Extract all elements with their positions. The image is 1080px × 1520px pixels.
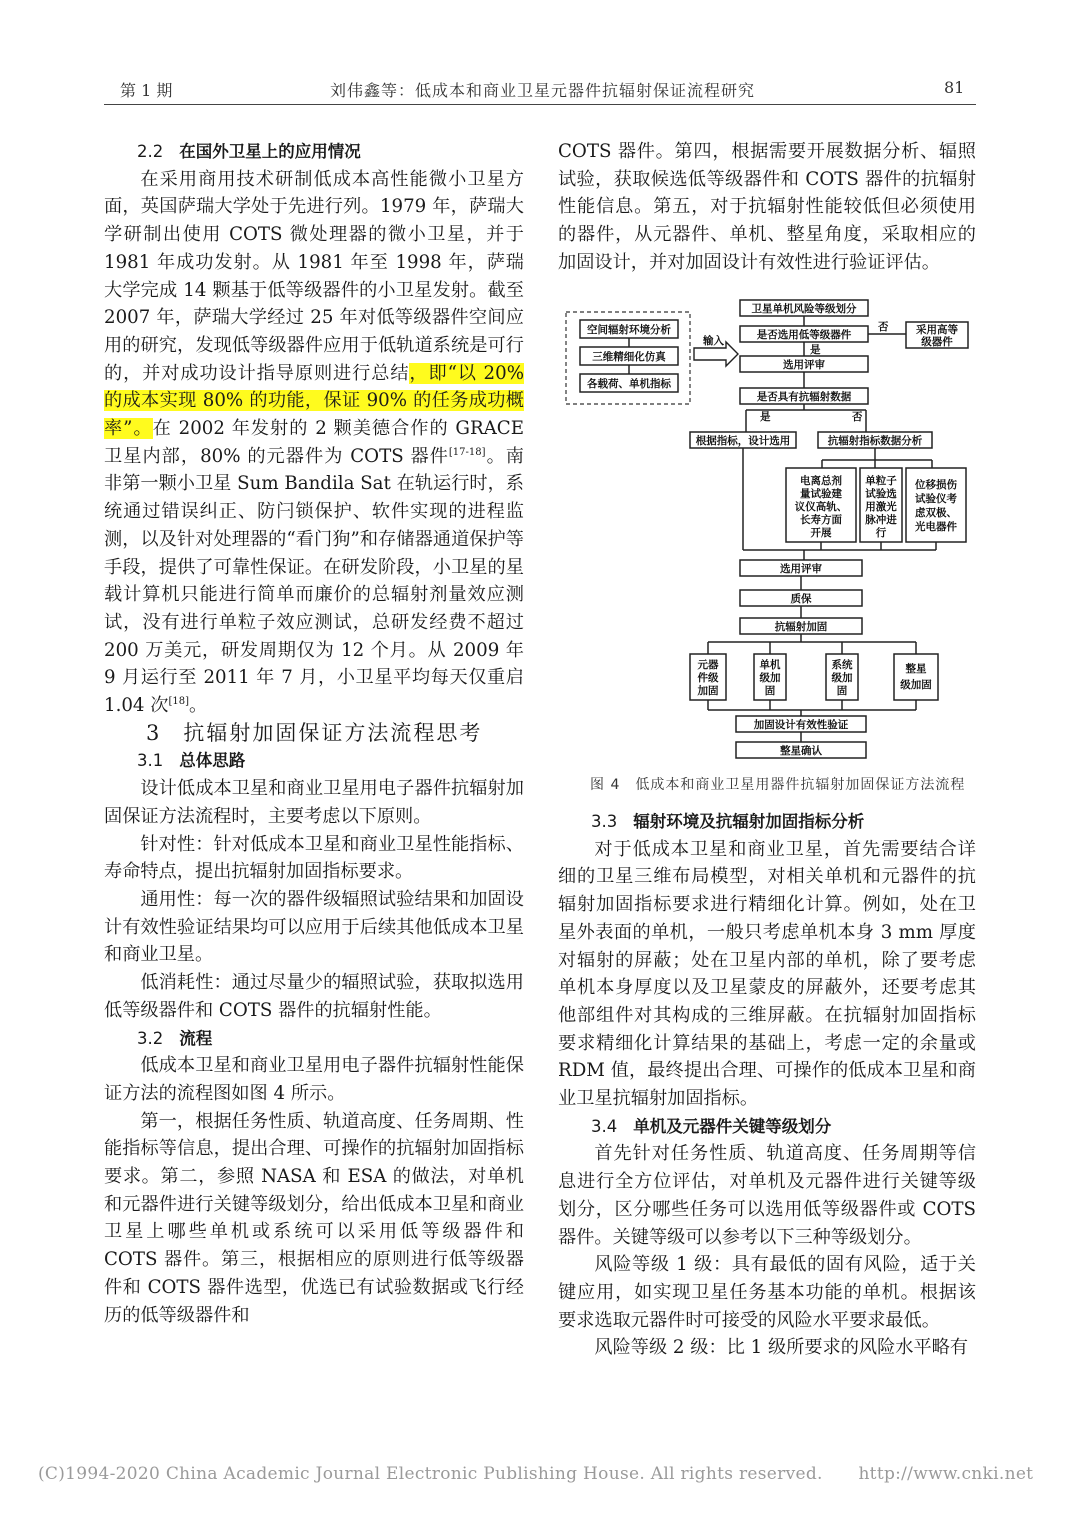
label: 采用高等 <box>916 324 958 336</box>
flowchart-figure <box>560 296 976 776</box>
label: 电离总剂 <box>800 475 842 487</box>
label: 级器件 <box>921 336 953 348</box>
header-rule <box>104 104 976 105</box>
label: 空间辐射环境分析 <box>587 324 671 336</box>
cnki-link[interactable]: http://www.cnki.net <box>858 1464 1034 1484</box>
label: 件级 <box>697 672 719 684</box>
label: 试验仪考 <box>915 493 957 505</box>
label: 量试验建 <box>800 488 842 500</box>
page-number: 81 <box>944 78 965 97</box>
section-3-2-heading: 3.2 流程 <box>137 1028 213 1048</box>
running-title: 刘伟鑫等：低成本和商业卫星元器件抗辐射保证流程研究 <box>330 81 756 100</box>
section-3-1-heading: 3.1 总体思路 <box>137 751 246 771</box>
label-yes: 是 <box>810 344 821 356</box>
paragraph: COTS 器件。第四，根据需要开展数据分析、辐照试验，获取候选低等级器件和 COTS 器件的抗辐射性能信息。第五，对于抗辐射性能较低但必须使用的器件，从元器件、单机、整星角度，采取相应的加固设计，并对加固设计有效性进行验证评估。 <box>558 141 976 273</box>
label: 试验选 <box>865 488 897 500</box>
label: 卫星单机风险等级划分 <box>751 303 857 315</box>
label: 加固设计有效性验证 <box>753 719 849 731</box>
label: 固 <box>764 685 776 697</box>
label: 元器 <box>697 659 719 671</box>
label: 光电器件 <box>915 521 957 533</box>
left-column <box>104 138 524 1329</box>
label-yes: 是 <box>760 411 771 423</box>
label: 固 <box>836 685 848 697</box>
label: 长寿方面 <box>800 514 842 526</box>
section-3-3-heading: 3.3 辐射环境及抗辐射加固指标分析 <box>591 812 865 831</box>
paragraph: 通用性：每一次的器件级辐照试验结果和加固设计有效性验证结果均可以应用于后续其他低成本卫星和商业卫星。 <box>104 888 524 966</box>
citation: [18] <box>168 696 189 707</box>
section-3-4-heading: 3.4 单机及元器件关键等级划分 <box>591 1116 832 1136</box>
journal-issue: 第 1 期 <box>120 81 173 100</box>
label: 脉冲进 <box>865 514 897 526</box>
paragraph: 低消耗性：通过尽量少的辐照试验，获取拟选用低等级器件和 COTS 器件的抗辐射性能。 <box>104 972 524 1021</box>
label: 抗辐射指标数据分析 <box>827 435 923 447</box>
box-satellite-level <box>894 654 938 700</box>
right-column-bottom <box>558 808 976 1362</box>
label: 根据指标，设计选用 <box>695 435 791 447</box>
highlighted-quote: ，即“以 20% 的成本实现 80% 的功能，保证 90% 的任务成功概率”。 <box>104 362 524 440</box>
label: 加固 <box>697 685 719 697</box>
copyright-text: (C)1994-2020 China Academic Journal Electronic Publishing House. All rights reserved. <box>38 1464 823 1484</box>
label: 开展 <box>810 527 832 539</box>
label: 议仪高轨、 <box>794 501 848 513</box>
paragraph: 低成本卫星和商业卫星用电子器件抗辐射性能保证方法的流程图如图 4 所示。 <box>104 1055 524 1104</box>
label: 各载荷、单机指标 <box>587 378 671 390</box>
paragraph: 针对性：针对低成本卫星和商业卫星性能指标、寿命特点，提出抗辐射加固指标要求。 <box>104 833 524 883</box>
label: 质保 <box>790 593 812 605</box>
section-3-heading: 3 抗辐射加固保证方法流程思考 <box>146 720 483 745</box>
label: 虑双极、 <box>915 507 957 519</box>
label: 选用评审 <box>783 359 825 371</box>
label: 级加固 <box>900 679 932 691</box>
label: 级加 <box>831 672 853 684</box>
figure-caption: 图 4 低成本和商业卫星用器件抗辐射加固保证方法流程 <box>590 777 966 793</box>
label: 用激光 <box>865 501 897 513</box>
label: 系统 <box>831 659 853 671</box>
right-column-top <box>558 138 976 277</box>
label-no: 否 <box>852 411 863 423</box>
label: 整星 <box>905 663 927 675</box>
paragraph: 第一，根据任务性质、轨道高度、任务周期、性能指标等信息，提出合理、可操作的抗辐射加固指标要求。第二，参照 NASA 和 ESA 的做法，对单机和元器件进行关键等级划分，给出低成本卫星和商业卫星上哪些单机或系统可以采用低等级器件和 COTS 器件。第三，根据相应的原则进行低等级器件和 COTS 器件选型，优选已有试验数据或飞行经历的低等级器件和 <box>104 1110 524 1326</box>
section-2-2-paragraph: 在采用商用技术研制低成本高性能微小卫星方面，英国萨瑞大学处于先进行列。1979 年，萨瑞大学研制出使用 COTS 微处理器的微小卫星，并于 1981 年成功发射。从 1981 年至 1998 年，萨瑞大学完成 14 颗基于低等级器件的小卫星发射。截至 2007 年，萨瑞大学经过 25 年对低等级器件空间应用的研究，发现低等级器件应用于低轨道系统是可行的，并对成功设计指导原则进行总结，即“以 20% 的成本实现 80% 的功能，保证 90% 的任务成功概率”。在 2002 年发射的 2 颗美德合作的 GRACE 卫星内部，80% 的元器件为 COTS 器件[17-18]。南非第一颗小卫星 Sum Bandila Sat 在轨运行时，系统通过错误纠正、防闩锁保护、软件实现的进程监测，以及针对处理器的“看门狗”和存储器通道保护等手段，提供了可靠性保证。在研发阶段，小卫星的星载计算机只能进行简单而廉价的总辐射剂量效应测试，没有进行单粒子效应测试，总研发经费不超过 200 万美元，研发周期仅为 12 个月。从 2009 年 9 月运行至 2011 年 7 月，小卫星平均每天仅重启 1.04 次[18]。 <box>104 168 524 717</box>
label: 单粒子 <box>865 475 897 487</box>
paragraph: 对于低成本卫星和商业卫星，首先需要结合详细的卫星三维布局模型，对相关单机和元器件的抗辐射加固指标要求进行精细化计算。例如，处在卫星外表面的单机，一般只考虑单机本身 3 mm 厚度对辐射的屏蔽；处在卫星内部的单机，除了要考虑单机本身厚度以及卫星蒙皮的屏蔽外，还要考虑其他部组件对其构成的三维屏蔽。在抗辐射加固指标要求精细化计算结果的基础上，考虑一定的余量或 RDM 值，最终提出合理、可操作的低成本卫星和商业卫星抗辐射加固指标。 <box>558 838 976 1110</box>
label: 是否具有抗辐射数据 <box>756 391 852 403</box>
copyright-footer <box>38 1464 1033 1484</box>
paragraph: 首先针对任务性质、轨道高度、任务周期等信息进行全方位评估，对单机及元器件进行关键等级划分，区分哪些任务可以选用低等级器件或 COTS 器件。关键等级可以参考以下三种等级划分。 <box>558 1143 976 1248</box>
paragraph: 风险等级 1 级：具有最低的固有风险，适于关键应用，如实现卫星任务基本功能的单机。根据该要求选取元器件时可接受的风险水平要求最低。 <box>558 1254 976 1331</box>
paragraph: 设计低成本卫星和商业卫星用电子器件抗辐射加固保证方法流程时，主要考虑以下原则。 <box>104 778 524 827</box>
citation: [17-18] <box>448 446 486 458</box>
label: 是否选用低等级器件 <box>756 329 852 341</box>
label: 位移损伤 <box>915 479 957 491</box>
label: 选用评审 <box>780 563 822 575</box>
label: 抗辐射加固 <box>774 621 828 633</box>
input-label: 输入 <box>703 335 724 347</box>
paragraph: 风险等级 2 级：比 1 级所要求的风险水平略有 <box>594 1337 969 1359</box>
label: 单机 <box>759 659 781 671</box>
label: 行 <box>875 527 887 539</box>
label: 三维精细化仿真 <box>592 351 666 363</box>
label-no: 否 <box>878 321 889 333</box>
label: 级加 <box>759 672 781 684</box>
label: 整星确认 <box>780 745 822 757</box>
section-2-2-heading: 2.2 在国外卫星上的应用情况 <box>137 142 361 161</box>
